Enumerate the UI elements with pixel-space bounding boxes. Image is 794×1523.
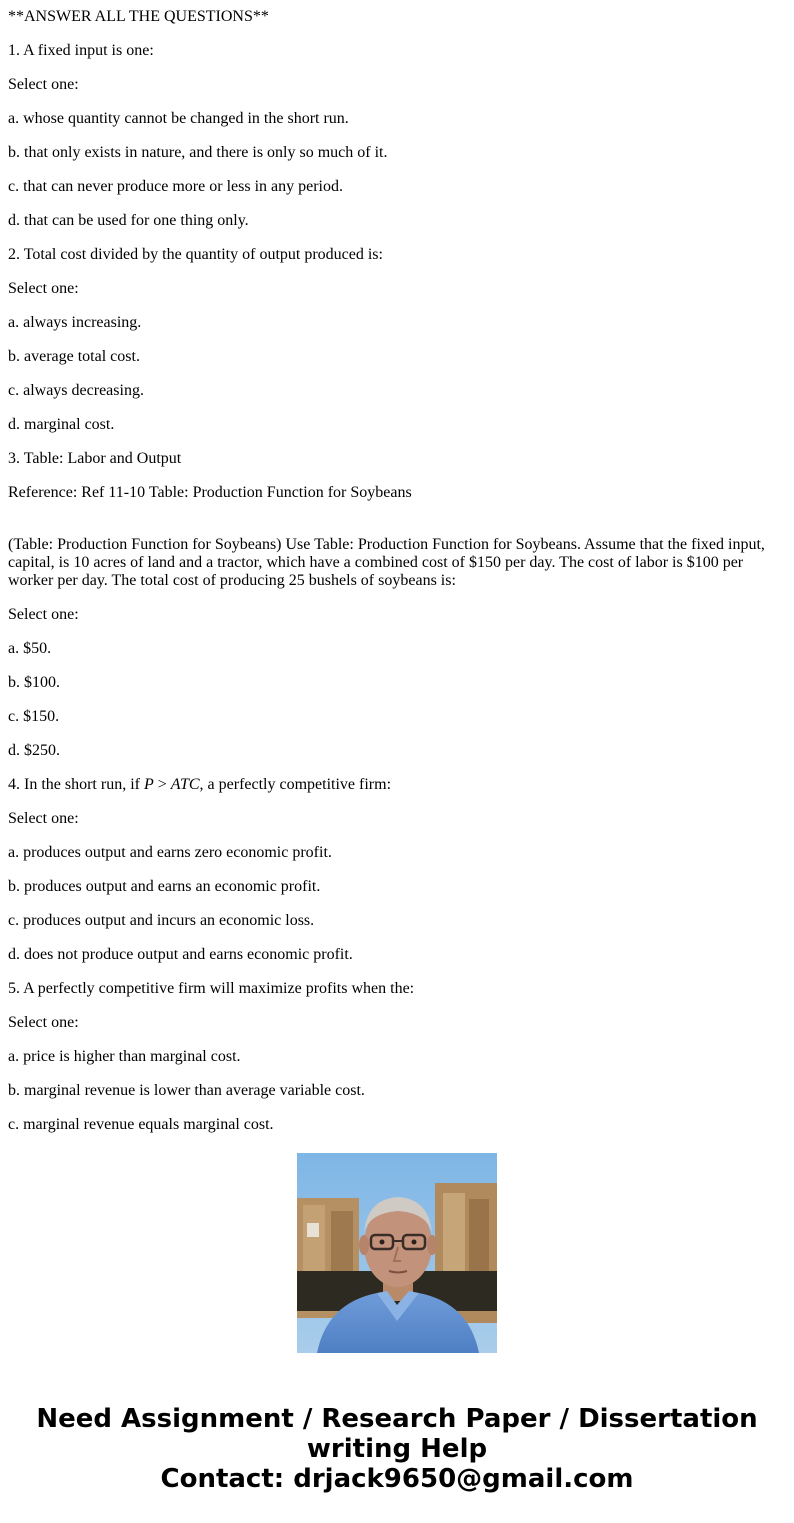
q3-reference: Reference: Ref 11-10 Table: Production Function for Soybeans: [8, 484, 412, 501]
q1-option-b: b. that only exists in nature, and there is only so much of it.: [8, 144, 388, 161]
q3-question: 3. Table: Labor and Output: [8, 450, 182, 467]
promo-line-2: writing Help: [306, 1434, 488, 1464]
q1-option-c: c. that can never produce more or less in any period.: [8, 178, 343, 195]
q3-option-b: b. $100.: [8, 674, 60, 691]
q4-option-b: b. produces output and earns an economic profit.: [8, 878, 321, 895]
q3-body: (Table: Production Function for Soybeans) Use Table: Production Function for Soybeans. Assume that the fixed input, capital, is 10 acres of land and a tractor, which have a combined cost of $150 per day. The cost of labor is $100 per worker per day. The total cost of producing 25 bushels of soybeans is:: [8, 536, 765, 589]
q2-question: 2. Total cost divided by the quantity of output produced is:: [8, 246, 383, 263]
q4-option-a: a. produces output and earns zero economic profit.: [8, 844, 332, 861]
promo-contact: Contact: drjack9650@gmail.com: [160, 1464, 634, 1494]
q1-prompt: Select one:: [8, 76, 79, 93]
q4-var-atc: ATC: [170, 776, 200, 793]
header-text: **ANSWER ALL THE QUESTIONS**: [8, 8, 269, 25]
q5-option-c: c. marginal revenue equals marginal cost.: [8, 1116, 274, 1133]
q5-prompt: Select one:: [8, 1014, 79, 1031]
q1-option-d: d. that can be used for one thing only.: [8, 212, 249, 229]
promo-line-1: Need Assignment / Research Paper / Dissertation: [36, 1404, 758, 1434]
q5-question: 5. A perfectly competitive firm will maximize profits when the:: [8, 980, 415, 997]
q4-var-p: P: [143, 776, 154, 793]
q4-question: [8, 776, 391, 794]
q4-option-d: d. does not produce output and earns economic profit.: [8, 946, 353, 963]
q5-option-b: b. marginal revenue is lower than average variable cost.: [8, 1082, 365, 1099]
q3-option-a: a. $50.: [8, 640, 52, 657]
q4-option-c: c. produces output and incurs an economic loss.: [8, 912, 315, 929]
q3-option-d: d. $250.: [8, 742, 60, 759]
q2-prompt: Select one:: [8, 280, 79, 297]
q5-option-a: a. price is higher than marginal cost.: [8, 1048, 241, 1065]
q2-option-c: c. always decreasing.: [8, 382, 144, 399]
q2-option-a: a. always increasing.: [8, 314, 142, 331]
avatar-portrait-icon: [297, 1153, 497, 1353]
q1-question: 1. A fixed input is one:: [8, 42, 154, 59]
q3-prompt: Select one:: [8, 606, 79, 623]
q4-operator: >: [153, 776, 171, 793]
q3-option-c: c. $150.: [8, 708, 60, 725]
q1-option-a: a. whose quantity cannot be changed in the short run.: [8, 110, 349, 127]
q2-option-d: d. marginal cost.: [8, 416, 115, 433]
question-content: [8, 0, 786, 1133]
q4-prompt: Select one:: [8, 810, 79, 827]
q2-option-b: b. average total cost.: [8, 348, 140, 365]
avatar: [297, 1153, 497, 1353]
q4-question-post: , a perfectly competitive firm:: [199, 776, 392, 793]
promo-banner: [0, 1404, 794, 1494]
q4-question-pre: 4. In the short run, if: [8, 776, 144, 793]
